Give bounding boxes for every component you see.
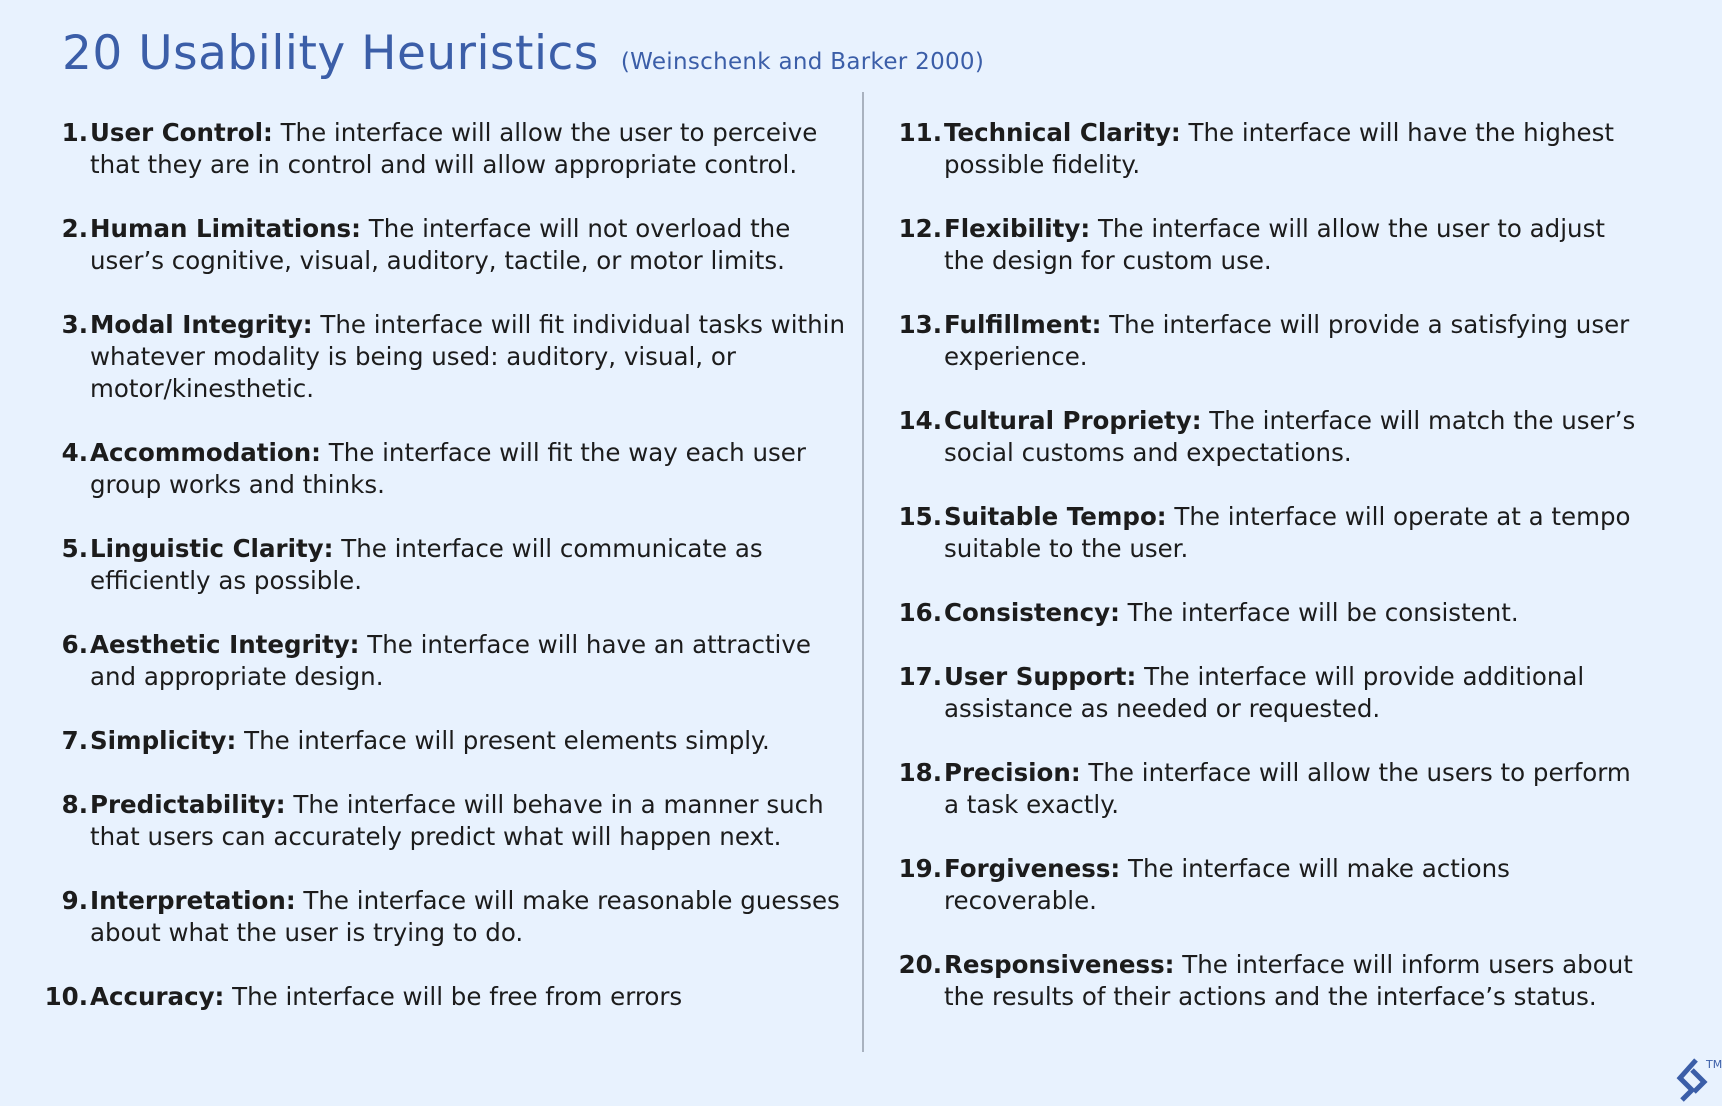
heuristic-text [90, 885, 850, 949]
heuristic-name: Consistency: [944, 598, 1120, 627]
heuristic-item [30, 309, 850, 405]
heuristic-number: 16. [898, 598, 942, 627]
heuristic-description: The interface will be consistent. [1119, 598, 1519, 627]
heuristic-number: 13. [898, 310, 942, 339]
heuristic-number: 10. [44, 982, 88, 1011]
heuristic-text [944, 757, 1645, 821]
heuristic-item [30, 981, 850, 1013]
heuristic-name: Fulfillment: [944, 310, 1102, 339]
heuristic-item [30, 725, 850, 757]
heuristic-item [875, 501, 1645, 565]
heuristic-text [90, 437, 850, 501]
heuristic-number: 18. [898, 758, 942, 787]
heuristic-name: Accommodation: [90, 438, 321, 467]
heuristic-number: 8. [61, 790, 88, 819]
heuristics-list-right [875, 117, 1645, 1045]
heuristic-item [875, 309, 1645, 373]
heuristic-number: 11. [898, 118, 942, 147]
heuristic-description: The interface will allow the users to perform a task exactly. [944, 758, 1631, 819]
heuristic-name: Human Limitations: [90, 214, 361, 243]
heuristic-name: Technical Clarity: [944, 118, 1181, 147]
heuristic-number: 7. [61, 726, 88, 755]
heuristic-description: The interface will inform users about the results of their actions and the interface’s status. [944, 950, 1633, 1011]
heuristic-name: Interpretation: [90, 886, 296, 915]
heuristic-text [944, 501, 1645, 565]
column-divider [862, 92, 864, 1052]
header [62, 26, 984, 81]
heuristic-name: Aesthetic Integrity: [90, 630, 360, 659]
heuristic-description: The interface will provide additional assistance as needed or requested. [944, 662, 1585, 723]
heuristic-description: The interface will behave in a manner such that users can accurately predict what will happen next. [90, 790, 824, 851]
heuristic-number: 14. [898, 406, 942, 435]
heuristic-text [944, 117, 1645, 181]
heuristic-text [944, 309, 1645, 373]
page-title: 20 Usability Heuristics [62, 26, 599, 81]
heuristic-description: The interface will match the user’s social customs and expectations. [944, 406, 1636, 467]
heuristic-name: Cultural Propriety: [944, 406, 1202, 435]
heuristic-item [30, 629, 850, 693]
heuristic-name: Suitable Tempo: [944, 502, 1167, 531]
heuristic-name: User Control: [90, 118, 273, 147]
heuristic-description: The interface will communicate as efficiently as possible. [90, 534, 763, 595]
heuristic-name: Simplicity: [90, 726, 237, 755]
heuristic-description: The interface will provide a satisfying user experience. [944, 310, 1630, 371]
heuristic-name: Flexibility: [944, 214, 1091, 243]
heuristic-text [90, 725, 850, 757]
heuristic-number: 15. [898, 502, 942, 531]
heuristic-item [30, 213, 850, 277]
heuristic-description: The interface will fit individual tasks within whatever modality is being used: auditory, visual, or motor/kinesthetic. [90, 310, 845, 403]
heuristic-number: 5. [61, 534, 88, 563]
heuristic-name: Linguistic Clarity: [90, 534, 334, 563]
heuristic-description: The interface will allow the user to adjust the design for custom use. [944, 214, 1605, 275]
heuristic-description: The interface will make actions recoverable. [944, 854, 1510, 915]
heuristic-text [944, 949, 1645, 1013]
heuristic-description: The interface will make reasonable guesses about what the user is trying to do. [90, 886, 840, 947]
heuristic-item [30, 885, 850, 949]
heuristic-name: Responsiveness: [944, 950, 1175, 979]
heuristic-description: The interface will have the highest possible fidelity. [944, 118, 1614, 179]
heuristic-description: The interface will allow the user to perceive that they are in control and will allow appropriate control. [90, 118, 818, 179]
heuristic-item [30, 533, 850, 597]
heuristic-item [30, 117, 850, 181]
heuristic-item [875, 853, 1645, 917]
heuristic-number: 1. [61, 118, 88, 147]
heuristic-description: The interface will be free from errors [224, 982, 683, 1011]
heuristic-text [90, 533, 850, 597]
heuristic-name: Precision: [944, 758, 1081, 787]
heuristic-item [875, 757, 1645, 821]
heuristic-text [944, 661, 1645, 725]
heuristic-number: 17. [898, 662, 942, 691]
heuristic-description: The interface will not overload the user’s cognitive, visual, auditory, tactile, or motor limits. [90, 214, 791, 275]
heuristic-name: User Support: [944, 662, 1137, 691]
trademark-mark: TM [1706, 1058, 1722, 1071]
heuristics-list-left [30, 117, 850, 1045]
heuristic-text [944, 405, 1645, 469]
heuristic-number: 12. [898, 214, 942, 243]
heuristic-text [944, 597, 1645, 629]
heuristic-name: Accuracy: [90, 982, 225, 1011]
heuristic-item [875, 597, 1645, 629]
page-subtitle: (Weinschenk and Barker 2000) [620, 49, 985, 75]
heuristic-description: The interface will present elements simply. [236, 726, 770, 755]
heuristic-number: 3. [61, 310, 88, 339]
heuristic-description: The interface will have an attractive and appropriate design. [90, 630, 811, 691]
heuristic-name: Predictability: [90, 790, 286, 819]
heuristic-number: 4. [61, 438, 88, 467]
heuristic-name: Forgiveness: [944, 854, 1121, 883]
heuristic-text [944, 853, 1645, 917]
heuristic-item [875, 213, 1645, 277]
heuristic-item [30, 789, 850, 853]
heuristic-number: 19. [898, 854, 942, 883]
heuristic-name: Modal Integrity: [90, 310, 313, 339]
heuristic-item [875, 405, 1645, 469]
heuristic-description: The interface will fit the way each user group works and thinks. [90, 438, 806, 499]
heuristic-item [875, 117, 1645, 181]
heuristic-number: 9. [61, 886, 88, 915]
heuristic-text [90, 309, 850, 405]
heuristic-number: 2. [61, 214, 88, 243]
heuristic-text [944, 213, 1645, 277]
heuristic-item [30, 437, 850, 501]
heuristic-item [875, 661, 1645, 725]
heuristic-description: The interface will operate at a tempo suitable to the user. [944, 502, 1631, 563]
heuristic-number: 20. [898, 950, 942, 979]
heuristic-number: 6. [61, 630, 88, 659]
heuristic-item [875, 949, 1645, 1013]
heuristic-text [90, 117, 850, 181]
heuristic-text [90, 213, 850, 277]
heuristic-text [90, 789, 850, 853]
heuristic-text [90, 629, 850, 693]
heuristic-text [90, 981, 850, 1013]
